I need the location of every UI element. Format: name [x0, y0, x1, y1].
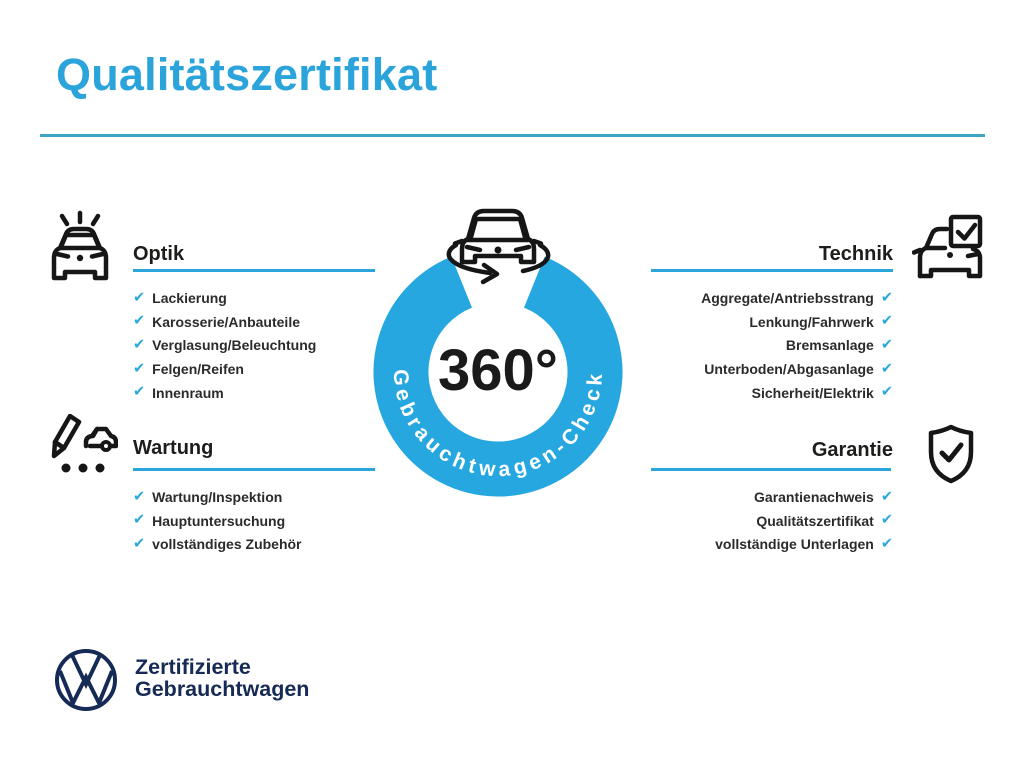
check-icon: ✔	[880, 336, 893, 353]
car-rotate-360-icon	[449, 211, 548, 282]
check-item-label: Bremsanlage	[785, 337, 874, 354]
check-item	[133, 333, 316, 357]
car-checkbox-icon	[912, 214, 984, 280]
service-checklist-icon	[50, 414, 118, 478]
check-icon: ✔	[133, 360, 146, 377]
check-item-label: Lackierung	[152, 289, 227, 306]
check-icon: ✔	[880, 384, 893, 401]
check-item	[133, 381, 316, 405]
car-shine-icon	[44, 208, 116, 286]
section-technik-items	[701, 286, 893, 404]
check-item	[701, 357, 893, 381]
check-icon: ✔	[133, 313, 146, 330]
check-item-label: Felgen/Reifen	[152, 360, 244, 377]
section-garantie-underline	[651, 468, 891, 471]
section-optik-underline	[133, 269, 375, 272]
section-optik-label: Optik	[133, 243, 185, 265]
check-item	[133, 485, 302, 509]
check-item-label: vollständiges Zubehör	[152, 536, 302, 553]
section-wartung-items	[133, 485, 302, 556]
section-technik-label: Technik	[818, 243, 893, 265]
section-garantie-label: Garantie	[811, 439, 893, 461]
check-icon: ✔	[880, 512, 893, 529]
section-wartung-underline	[133, 468, 375, 471]
footer-brand-line2: Gebrauchtwagen	[135, 677, 310, 701]
check-item-label: vollständige Unterlagen	[715, 536, 874, 553]
badge-360-check	[358, 190, 638, 510]
check-icon: ✔	[880, 535, 893, 552]
check-item	[701, 333, 893, 357]
footer-brand-text	[135, 656, 309, 700]
check-icon: ✔	[133, 512, 146, 529]
check-item	[133, 310, 316, 334]
check-item-label: Garantienachweis	[754, 488, 874, 505]
check-item	[133, 509, 302, 533]
section-garantie-items	[715, 485, 893, 556]
check-item	[715, 509, 893, 533]
check-item	[701, 286, 893, 310]
footer-brand-line1: Zertifizierte	[135, 655, 251, 679]
check-item	[701, 381, 893, 405]
section-wartung-label: Wartung	[133, 437, 214, 459]
shield-check-icon	[926, 424, 976, 484]
check-item	[133, 286, 316, 310]
check-item-label: Lenkung/Fahrwerk	[749, 313, 874, 330]
check-item-label: Wartung/Inspektion	[152, 488, 283, 505]
page-title: Qualitätszertifikat	[56, 49, 438, 100]
check-icon: ✔	[133, 336, 146, 353]
section-technik-underline	[651, 269, 893, 272]
badge-360-label: 360°	[438, 338, 558, 403]
check-icon: ✔	[133, 535, 146, 552]
check-item-label: Qualitätszertifikat	[756, 512, 874, 529]
check-item	[715, 532, 893, 556]
title-divider	[40, 134, 985, 137]
check-icon: ✔	[880, 488, 893, 505]
check-item-label: Sicherheit/Elektrik	[751, 384, 874, 401]
check-item-label: Karosserie/Anbauteile	[152, 313, 300, 330]
check-icon: ✔	[133, 384, 146, 401]
check-item-label: Aggregate/Antriebsstrang	[701, 289, 874, 306]
badge-ring-label: Gebrauchtwagen-Check	[388, 368, 608, 482]
check-icon: ✔	[880, 289, 893, 306]
check-icon: ✔	[880, 313, 893, 330]
section-optik-items	[133, 286, 316, 404]
check-icon: ✔	[880, 360, 893, 377]
vw-logo	[54, 648, 118, 712]
check-icon: ✔	[133, 488, 146, 505]
check-item-label: Verglasung/Beleuchtung	[152, 337, 317, 354]
check-item	[715, 485, 893, 509]
check-item	[133, 357, 316, 381]
check-item-label: Innenraum	[152, 384, 224, 401]
check-item	[701, 310, 893, 334]
check-icon: ✔	[133, 289, 146, 306]
car-badge-dot	[495, 247, 502, 254]
check-item	[133, 532, 302, 556]
check-item-label: Unterboden/Abgasanlage	[704, 360, 874, 377]
check-item-label: Hauptuntersuchung	[152, 512, 286, 529]
